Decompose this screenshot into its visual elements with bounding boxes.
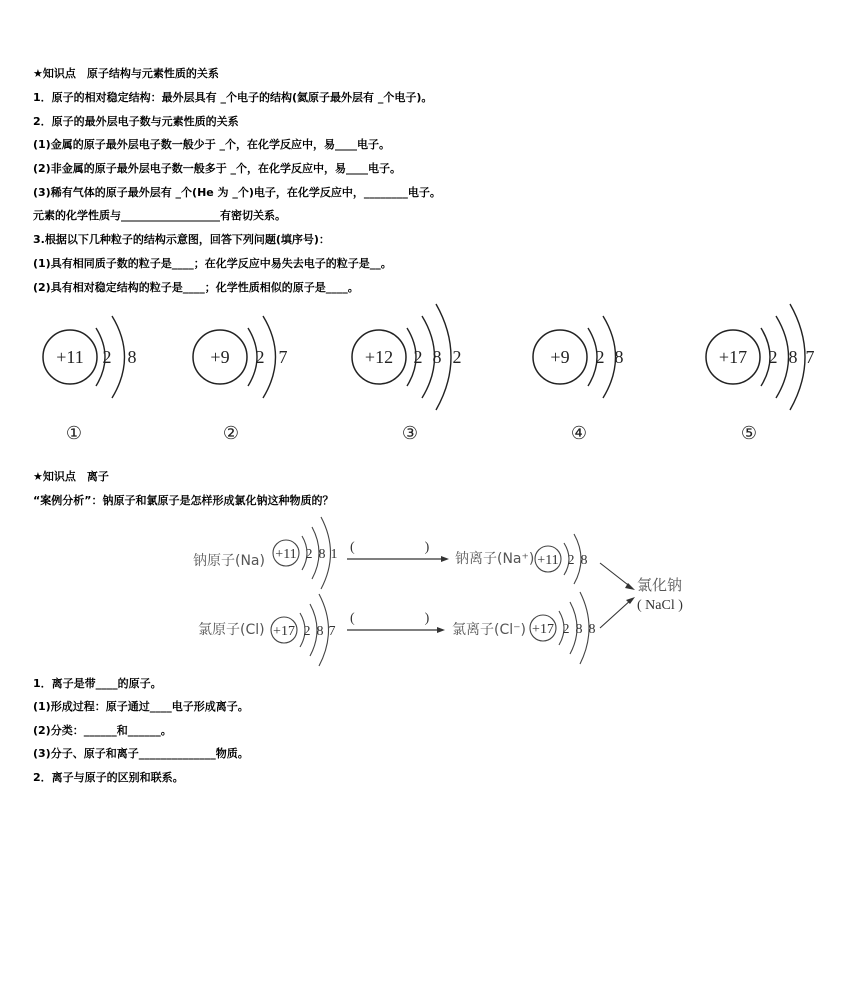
shell-count: 8 (127, 347, 137, 367)
cl-atom-label: 氯原子(Cl) (198, 622, 265, 638)
case-analysis-text: “案例分析”：钠原子和氯原子是怎样形成氯化钠这种物质的？ (33, 494, 334, 507)
shell-count: 2 (567, 553, 575, 568)
shell-count: 2 (102, 347, 112, 367)
shell-count: 2 (303, 624, 311, 639)
cl-atom-nucleus: +17 (273, 624, 295, 639)
nacl-formula: ( NaCl ) (637, 598, 683, 613)
nucleus-charge: +12 (364, 347, 394, 367)
nucleus-charge: +17 (718, 347, 748, 367)
text-line: 3.根据以下几种粒子的结构示意图，回答下列问题(填序号)： (33, 233, 330, 246)
particle-5-diagram (706, 304, 815, 443)
particle-number-label: ⑤ (740, 423, 758, 443)
shell-count: 8 (788, 347, 798, 367)
na-atom-label: 钠原子(Na) (193, 553, 265, 569)
text-line: (2)非金属的原子最外层电子数一般多于 _个，在化学反应中，易____电子。 (33, 162, 402, 175)
shell-count: 8 (588, 622, 596, 637)
shell-count: 2 (768, 347, 778, 367)
shell-count: 2 (255, 347, 265, 367)
cl-ion-label: 氯离子(Cl⁻) (452, 622, 526, 638)
text-line: 2．离子与原子的区别和联系。 (33, 771, 184, 784)
text-line: (3)分子、原子和离子______________物质。 (33, 747, 249, 760)
shell-count: 8 (316, 624, 324, 639)
shell-count: 2 (562, 622, 570, 637)
shell-count: 2 (413, 347, 423, 367)
nucleus-charge: +9 (210, 347, 230, 367)
particle-2-diagram (193, 316, 288, 443)
text-line: (1)具有相同质子数的粒子是____；在化学反应中易失去电子的粒子是__。 (33, 257, 392, 270)
text-line: 1．离子是带____的原子。 (33, 677, 162, 690)
section-heading-atom-structure: ★知识点 原子结构与元素性质的关系 (33, 67, 219, 80)
arrow-blank: ( ) (350, 540, 430, 555)
shell-count: 8 (614, 347, 624, 367)
particle-1-diagram (43, 316, 137, 443)
shell-count: 2 (595, 347, 605, 367)
text-line: 1．原子的相对稳定结构：最外层具有 _个电子的结构(氦原子最外层有 _个电子)。 (33, 91, 433, 104)
shell-count: 2 (452, 347, 462, 367)
arrow-blank: ( ) (350, 611, 430, 626)
shell-count: 8 (580, 553, 588, 568)
text-line: 2．原子的最外层电子数与元素性质的关系 (33, 115, 239, 128)
shell-count: 8 (318, 547, 326, 562)
particle-number-label: ③ (401, 423, 419, 443)
nucleus-charge: +11 (56, 347, 84, 367)
text-line: (2)具有相对稳定结构的粒子是____；化学性质相似的原子是____。 (33, 281, 359, 294)
cl-ion-nucleus: +17 (532, 622, 554, 637)
section-heading-ions: ★知识点 离子 (33, 470, 109, 483)
na-ion-label: 钠离子(Na⁺) (455, 551, 535, 567)
shell-count: 8 (575, 622, 583, 637)
shell-count: 1 (330, 547, 338, 562)
text-line: (1)金属的原子最外层电子数一般少于 _个，在化学反应中，易____电子。 (33, 138, 391, 151)
shell-count: 7 (328, 624, 336, 639)
nacl-label: 氯化钠 (637, 576, 683, 594)
text-line: (2)分类：______和______。 (33, 724, 172, 737)
na-atom-nucleus: +11 (275, 547, 297, 562)
shell-count: 2 (305, 547, 313, 562)
particle-3-diagram (352, 304, 462, 443)
particle-4-diagram (533, 316, 624, 443)
particle-number-label: ④ (570, 423, 588, 443)
shell-count: 7 (278, 347, 288, 367)
text-line: 元素的化学性质与__________________有密切关系。 (33, 209, 286, 222)
particle-number-label: ① (65, 423, 83, 443)
text-line: (3)稀有气体的原子最外层有 _个(He 为 _个)电子，在化学反应中，________电子。 (33, 186, 441, 199)
na-ion-nucleus: +11 (537, 553, 559, 568)
shell-count: 7 (805, 347, 815, 367)
particle-number-label: ② (222, 423, 240, 443)
nucleus-charge: +9 (550, 347, 570, 367)
shell-count: 8 (432, 347, 442, 367)
nacl-formation-diagram (193, 517, 683, 666)
text-line: (1)形成过程：原子通过____电子形成离子。 (33, 700, 249, 713)
